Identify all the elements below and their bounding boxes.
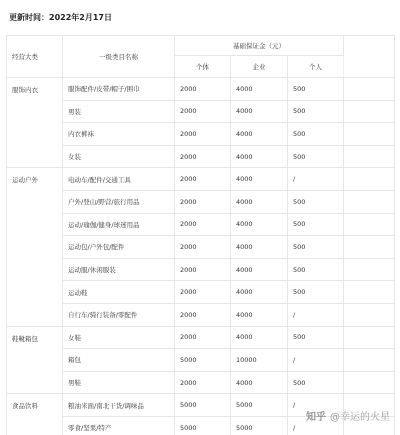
person-deposit-cell: 500 <box>288 258 344 281</box>
table-row <box>7 326 395 349</box>
watermark-logo: 知乎 <box>306 412 326 423</box>
person-deposit-cell: / <box>288 416 344 435</box>
table-row <box>7 303 395 326</box>
individual-deposit-cell: 2000 <box>175 123 231 146</box>
first-level-cell: 电动车/配件/交通工具 <box>63 168 175 191</box>
first-level-cell: 零食/坚果/特产 <box>63 416 175 435</box>
empty-cell <box>344 123 395 146</box>
empty-cell <box>344 303 395 326</box>
table-row <box>7 78 395 101</box>
first-level-cell: 运动鞋 <box>63 281 175 304</box>
enterprise-deposit-cell: 4000 <box>231 281 288 304</box>
category-cell: 鞋靴箱包 <box>7 326 63 394</box>
individual-deposit-cell: 2000 <box>175 190 231 213</box>
person-deposit-cell: 500 <box>288 123 344 146</box>
header-person: 个人 <box>288 56 344 78</box>
empty-cell <box>344 258 395 281</box>
enterprise-deposit-cell: 4000 <box>231 236 288 259</box>
enterprise-deposit-cell: 5000 <box>231 394 288 417</box>
table-row <box>7 168 395 191</box>
enterprise-deposit-cell: 4000 <box>231 190 288 213</box>
watermark <box>306 408 390 423</box>
header-individual: 个体 <box>175 56 231 78</box>
person-deposit-cell: / <box>288 349 344 372</box>
empty-cell <box>344 100 395 123</box>
individual-deposit-cell: 2000 <box>175 168 231 191</box>
individual-deposit-cell: 2000 <box>175 281 231 304</box>
person-deposit-cell: 500 <box>288 281 344 304</box>
first-level-cell: 户外/登山/野营/旅行用品 <box>63 190 175 213</box>
first-level-cell: 服饰配件/皮带/帽子/围巾 <box>63 78 175 101</box>
table-row <box>7 123 395 146</box>
header-first-level: 一级类目名称 <box>63 36 175 78</box>
individual-deposit-cell: 5000 <box>175 349 231 372</box>
first-level-cell: 女装 <box>63 145 175 168</box>
first-level-cell: 箱包 <box>63 349 175 372</box>
table-row <box>7 145 395 168</box>
person-deposit-cell: 500 <box>288 190 344 213</box>
enterprise-deposit-cell: 4000 <box>231 78 288 101</box>
enterprise-deposit-cell: 4000 <box>231 371 288 394</box>
enterprise-deposit-cell: 10000 <box>231 349 288 372</box>
individual-deposit-cell: 5000 <box>175 394 231 417</box>
table-row <box>7 100 395 123</box>
person-deposit-cell: / <box>288 394 344 417</box>
individual-deposit-cell: 2000 <box>175 258 231 281</box>
header-deposit: 基础保证金（元） <box>175 36 344 56</box>
empty-cell <box>344 281 395 304</box>
enterprise-deposit-cell: 4000 <box>231 100 288 123</box>
table-row <box>7 281 395 304</box>
individual-deposit-cell: 5000 <box>175 416 231 435</box>
person-deposit-cell: 500 <box>288 213 344 236</box>
first-level-cell: 运动服/休闲服装 <box>63 258 175 281</box>
empty-cell <box>344 145 395 168</box>
table-row <box>7 258 395 281</box>
category-cell: 食品饮料 <box>7 394 63 435</box>
category-cell: 服饰内衣 <box>7 78 63 168</box>
individual-deposit-cell: 2000 <box>175 213 231 236</box>
individual-deposit-cell: 2000 <box>175 145 231 168</box>
individual-deposit-cell: 2000 <box>175 326 231 349</box>
category-cell: 运动户外 <box>7 168 63 326</box>
enterprise-deposit-cell: 4000 <box>231 213 288 236</box>
table-row <box>7 190 395 213</box>
enterprise-deposit-cell: 5000 <box>231 416 288 435</box>
enterprise-deposit-cell: 4000 <box>231 145 288 168</box>
person-deposit-cell: 500 <box>288 371 344 394</box>
person-deposit-cell: 500 <box>288 100 344 123</box>
watermark-author: @幸运的火星 <box>330 412 390 423</box>
person-deposit-cell: 500 <box>288 236 344 259</box>
empty-cell <box>344 168 395 191</box>
header-enterprise: 企业 <box>231 56 288 78</box>
deposit-table <box>6 35 395 435</box>
table-row <box>7 236 395 259</box>
table-row <box>7 349 395 372</box>
empty-cell <box>344 190 395 213</box>
table-row <box>7 371 395 394</box>
individual-deposit-cell: 2000 <box>175 100 231 123</box>
individual-deposit-cell: 2000 <box>175 371 231 394</box>
first-level-cell: 运动/瑜伽/健身/球迷用品 <box>63 213 175 236</box>
individual-deposit-cell: 2000 <box>175 236 231 259</box>
empty-cell <box>344 236 395 259</box>
first-level-cell: 运动包/户外包/配件 <box>63 236 175 259</box>
individual-deposit-cell: 2000 <box>175 78 231 101</box>
enterprise-deposit-cell: 4000 <box>231 258 288 281</box>
deposit-table-body <box>7 36 395 435</box>
first-level-cell: 粮油米面/南北干货/调味品 <box>63 394 175 417</box>
first-level-cell: 内衣裤袜 <box>63 123 175 146</box>
empty-cell <box>344 326 395 349</box>
person-deposit-cell: / <box>288 168 344 191</box>
header-empty <box>344 36 395 78</box>
first-level-cell: 自行车/骑行装备/零配件 <box>63 303 175 326</box>
header-category: 经营大类 <box>7 36 63 78</box>
person-deposit-cell: 500 <box>288 145 344 168</box>
person-deposit-cell: / <box>288 303 344 326</box>
person-deposit-cell: 500 <box>288 326 344 349</box>
table-header-row <box>7 36 395 56</box>
table-row <box>7 213 395 236</box>
first-level-cell: 男鞋 <box>63 371 175 394</box>
individual-deposit-cell: 2000 <box>175 303 231 326</box>
first-level-cell: 女鞋 <box>63 326 175 349</box>
empty-cell <box>344 78 395 101</box>
enterprise-deposit-cell: 4000 <box>231 123 288 146</box>
empty-cell <box>344 213 395 236</box>
empty-cell <box>344 371 395 394</box>
person-deposit-cell: 500 <box>288 78 344 101</box>
enterprise-deposit-cell: 4000 <box>231 326 288 349</box>
enterprise-deposit-cell: 4000 <box>231 303 288 326</box>
enterprise-deposit-cell: 4000 <box>231 168 288 191</box>
update-time: 更新时间：2022年2月17日 <box>9 13 112 22</box>
empty-cell <box>344 349 395 372</box>
first-level-cell: 男装 <box>63 100 175 123</box>
